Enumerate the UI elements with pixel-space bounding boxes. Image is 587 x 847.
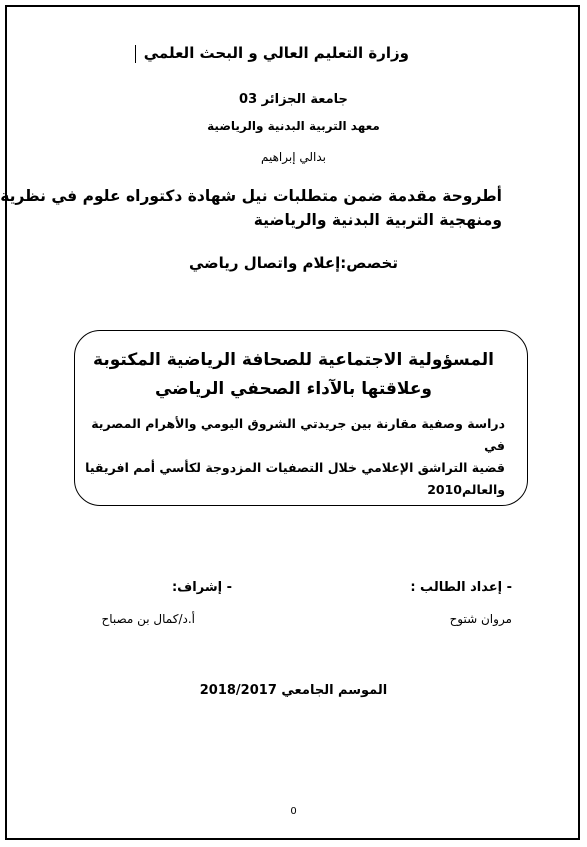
ministry-heading <box>0 44 587 63</box>
student-label: - إعداد الطالب : <box>410 580 512 595</box>
thesis-subtitle-line2: قضية التراشق الإعلامي خلال التصفيات المزدوجة لكأسي أمم افريقيا <box>85 460 505 475</box>
thesis-subtitle-line1: دراسة وصفية مقارنة بين جريدتي الشروق اليومي والأهرام المصرية في <box>91 416 505 453</box>
institute-name: معهد التربية البدنية والرياضية <box>207 119 380 133</box>
thesis-title <box>0 346 587 404</box>
page-number: 0 <box>290 806 297 817</box>
text-cursor <box>135 45 136 63</box>
supervisor-name: أ.د/كمال بن مصباح <box>101 612 195 626</box>
supervisor-label: - إشراف: <box>171 580 232 595</box>
thesis-statement-line2: ومنهجية التربية البدنية والرياضية <box>253 211 502 229</box>
academic-season: الموسم الجامعي 2018/2017 <box>199 683 388 698</box>
thesis-subtitle <box>82 413 505 501</box>
thesis-subtitle-line3: والعالم2010 <box>427 482 505 497</box>
thesis-statement-line1: أطروحة مقدمة ضمن متطلبات نيل شهادة دكتوراه علوم في نظرية <box>0 187 502 205</box>
student-name: مروان شتوح <box>449 612 512 626</box>
ministry-text: وزارة التعليم العالي و البحث العلمي <box>143 44 409 62</box>
campus-name: بدالي إبراهيم <box>260 150 326 164</box>
thesis-title-line2: وعلاقتها بالآداء الصحفي الرياضي <box>154 379 432 399</box>
credits-labels <box>0 580 587 600</box>
thesis-statement <box>0 184 587 232</box>
specialty: تخصص:إعلام واتصال رياضي <box>189 254 398 272</box>
university-name: جامعة الجزائر 03 <box>239 92 348 107</box>
thesis-title-line1: المسؤولية الاجتماعية للصحافة الرياضية المكتوبة <box>93 350 494 370</box>
credits-names <box>0 612 587 632</box>
